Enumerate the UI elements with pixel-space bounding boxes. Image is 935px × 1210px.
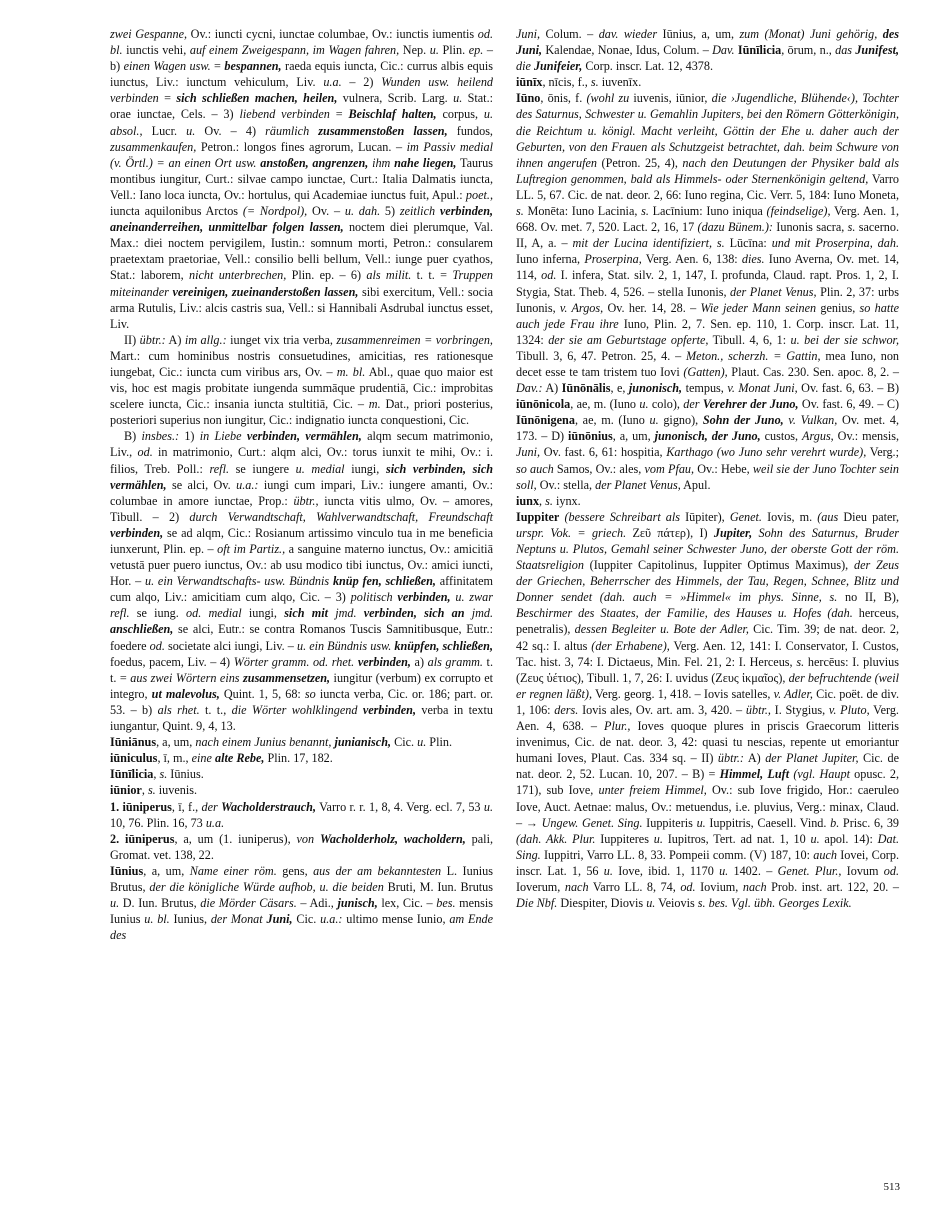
left-column-paragraph: B) insbes.: 1) in Liebe verbinden, vermählen, alqm secum matrimonio, Liv., od. in matrimonio, Curt.: alqm alci, Ov.: torus iunxit te mihi, Ov.: i. filios, Treb. Poll.: refl. se iungere u. medial iungi, sich verbinden, sich vermählen, se alci, Ov. u.a.: iungi cum impari, Liv.: iungere amanti, Ov.: columbae in amore iunctae, Prop.: übtr., iuncta vitis ulmo, Ov. – amores, Tibull. – 2) durch Verwandtschaft, Wahlverwandtschaft, Freundschaft verbinden, se ad alqm, Cic.: Rosianum artissimo vinculo tua in me beneficia iunxerunt, Plin. ep. – oft im Partiz., a sanguine materno iunctus, Ov.: amicitiā vetustā puer puero iunctus, Ov.: ab usu modico tibi iunctus, Ov.: amici iuncti, Hor. – u. ein Verwandtschafts- usw. Bündnis knüp fen, schließen, affinitatem cum alqo, Liv.: amicitiam cum alqo, Cic. – 3) politisch verbinden, u. zwar refl. se iung. od. medial iungi, sich mit jmd. verbinden, sich an jmd. anschließen, se alci, Eutr.: se contra Romanos Tuscis Samnitibusque, Eutr.: foedere od. societate alci iungi, Liv. – u. ein Bündnis usw. knüpfen, schließen, foedus, pacem, Liv. – 4) Wörter gramm. od. rhet. verbinden, a) als gramm. t. t. = aus zwei Wörtern eins zusammensetzen, iungitur (verbum) ex corrupto et integro, ut malevolus, Quint. 1, 5, 68: so iuncta verba, Cic. or. 186; part. or. 53. – b) als rhet. t. t., die Wörter wohlklingend verbinden, verba in textu iungantur, Quint. 9, 4, 13. — [110, 429, 494, 734]
right-column-paragraph: Iūno, ōnis, f. (wohl zu iuvenis, iūnior, die ›Jugendliche, Blühende‹), Tochter des Saturnus, Schwester u. Gemahlin Jupiters, bei den Römern Götterkönigin, die Reichtum u. königl. Macht verleiht, Göttin der Ehe u. daher auch der Geburten, von den Frauen als Schutzgeist betrachtet, dah. beim Schwure von ihnen angerufen (Petron. 25, 4), nach den Deutungen der Physiker bald als Luftregion genommen, bald als Himmels- oder Sternenkönigin geltend, Varro LL. 5, 67. Cic. de nat. deor. 2, 66: Iuno regina, Cic. Verr. 5, 184: Iuno Moneta, s. Monēta: Iuno Lacinia, s. Lacīnium: Iuno iniqua (feindselige), Verg. Aen. 1, 668. Ov. met. 7, 520. Lact. 2, 16, 17 (dazu Bünem.): Iunonis sacra, s. sacerno. II, A, a. – mit der Lucina identifiziert, s. Lūcīna: und mit Proserpina, dah. Iuno inferna, Proserpina, Verg. Aen. 6, 138: dies. Iuno Averna, Ov. met. 14, 114, od. I. infera, Stat. silv. 2, 1, 147, I. profunda, Claud. rapt. Pros. 1, 2, I. Stygia, Stat. Theb. 4, 526. – stella Iunonis, der Planet Venus, Plin. 2, 37: urbs Iunonis, v. Argos, Ov. her. 14, 28. – Wie jeder Mann seinen genius, so hatte auch jede Frau ihre Iuno, Plin. 2, 7. Sen. ep. 110, 1. Corp. inscr. Lat. 11, 1324: der sie am Geburtstage opferte, Tibull. 4, 6, 1: u. bei der sie schwor, Tibull. 3, 6, 47. Petron. 25, 4. – Meton., scherzh. = Gattin, mea Iuno, non decet esse te tam tristem tuo Iovi (Gatten), Plaut. Cas. 230. Sen. apoc. 8, 2. – Dav.: A) Iūnōnālis, e, junonisch, tempus, v. Monat Juni, Ov. fast. 6, 63. – B) iūnōnicola, ae, m. (Iuno u. colo), der Verehrer der Juno, Ov. fast. 6, 49. – C) Iūnōnigena, ae, m. (Iuno u. gigno), Sohn der Juno, v. Vulkan, Ov. met. 4, 173. – D) iūnōnius, a, um, junonisch, der Juno, custos, Argus, Ov.: mensis, Juni, Ov. fast. 6, 61: hospitia, Karthago (wo Juno sehr verehrt wurde), Verg.; so auch Samos, Ov.: ales, vom Pfau, Ov.: Hebe, weil sie der Juno Tochter sein soll, Ov.: stella, der Planet Venus, Apul. — [516, 91, 900, 492]
left-column-paragraph: zwei Gespanne, Ov.: iuncti cycni, iunctae columbae, Ov.: iunctis iumentis od. bl. iunctis vehi, auf einem Zweigespann, im Wagen fahren, Nep. u. Plin. ep. – b) einen Wagen usw. = bespannen, raeda equis iuncta, Cic.: currus albis equis iunctus, Liv.: iunctum vehiculum, Liv. u.a. – 2) Wunden usw. heilend verbinden = sich schließen machen, heilen, vulnera, Scrib. Larg. u. Stat.: orae iunctae, Cels. – 3) liebend verbinden = Beischlaf halten, corpus, u. absol., Lucr. u. Ov. – 4) räumlich zusammenstoßen lassen, fundos, zusammenkaufen, Petron.: longos fines agrorum, Lucan. – im Passiv medial (v. Örtl.) = an einen Ort usw. anstoßen, angrenzen, ihm nahe liegen, Taurus montibus iungitur, Curt.: silvae campo iunctae, Curt.: Italia Dalmatis iuncta, Vell.: Iano loca iuncta, Ov.: hortulus, qui Academiae iunctus fuit, Apul.: poet., iuncta aquilonibus Arctos (= Nordpol), Ov. – u. dah. 5) zeitlich verbinden, aneinanderreihen, unmittelbar folgen lassen, noctem diei plerumque, Val. Max.: diei noctem pervigilem, Iustin.: somnum morti, Petron.: consularem praetextam praetoriae, Vell.: consilio belli bellum, Vell.: iunge puer cyathos, Stat.: laborem, nicht unterbrechen, Plin. ep. – 6) als milit. t. t. = Truppen miteinander vereinigen, zueinanderstoßen lassen, sibi exercitum, Vell.: socia arma Rutulis, Liv.: alcis castris sua, Vell.: si Hannibali Asdrubal iunctus esset, Liv. — [110, 27, 494, 331]
left-column-paragraph: Iūnius, a, um, Name einer röm. gens, aus der am bekanntesten L. Iunius Brutus, der die königliche Würde aufhob, u. die beiden Bruti, M. Iun. Brutus u. D. Iun. Brutus, die Mörder Cäsars. – Adi., junisch, lex, Cic. – bes. mensis Iunius u. bl. Iunius, der Monat Juni, Cic. u.a.: ultimo mense Iunio, am Ende des — [110, 863, 494, 943]
left-column-paragraph: iūnior, s. iuvenis. — [110, 783, 198, 798]
left-column-paragraph: 2. iūniperus, a, um (1. iuniperus), von Wacholderholz, wacholdern, pali, Gromat. vet. 138, 22. — [110, 831, 493, 862]
left-column-paragraph: Iūniānus, a, um, nach einem Junius benannt, junianisch, Cic. u. Plin. — [110, 735, 452, 750]
left-column-paragraph: II) übtr.: A) im allg.: iunget vix tria verba, zusammenreimen = vorbringen, Mart.: cum hominibus nostris consuetudines, amicitias, res rationesque iungebat, Cic.: iuncta cum viribus ars, Ov. – m. bl. Abl., quae quo maior est vis, hoc est magis probitate iungenda summāque prudentiā, Cic.: improbitas scelere iuncta, Cic.: insania iuncta stultitiā, Cic. – m. Dat., priori posterius, posteriori superius non iungitur, Cic.: indignatio iuncta conquestioni, Cic. — [110, 332, 494, 428]
left-column — [110, 26, 493, 943]
right-column-paragraph: iunx, s. iynx. — [516, 493, 581, 508]
left-column-paragraph: 1. iūniperus, ī, f., der Wacholderstrauch, Varro r. r. 1, 8, 4. Verg. ecl. 7, 53 u. 10, 76. Plin. 16, 73 u.a. — [110, 799, 493, 830]
page-number: 513 — [883, 1181, 900, 1193]
left-column-paragraph: Iūnīlicia, s. Iūnius. — [110, 767, 204, 782]
right-column-paragraph: Iuppiter (bessere Schreibart als Iūpiter), Genet. Iovis, m. (aus Dieu pater, urspr. Vok. = griech. Ζεῦ πάτερ), I) Jupiter, Sohn des Saturnus, Bruder Neptuns u. Plutos, Gemahl seiner Schwester Juno, der oberste Gott der röm. Staatsreligion (Iuppiter Capitolinus, Iuppiter Optimus Maximus), der Zeus der Griechen, Beherrscher des Himmels, der Tau, Regen, Schnee, Blitz und Donner sendet (dah. auch = »Himmel« im phys. Sinne, s. no II, B), Beschirmer des Staates, der Familie, des Hauses u. Hofes (dah. herceus, penetralis), dessen Begleiter u. Bote der Adler, Cic. Tim. 39; de nat. deor. 2, 42 sq.: I. altus (der Erhabene), Verg. Aen. 12, 141: I. Conservator, I. Custos, Tac. hist. 3, 74: I. Dictaeus, Min. Fel. 21, 2: I. Herceus, s. hercēus: I. pluvius (Ζευς ὑέτιος), Tibull. 1, 7, 26: I. uvidus (Ζευς ἰκμαῖος), der befruchtende (weil er regnen läßt), Verg. georg. 1, 418. – Iovis satelles, v. Adler, Cic. poët. de div. 1, 106: ders. Iovis ales, Ov. art. am. 3, 420. – übtr., I. Stygius, v. Pluto, Verg. Aen. 4, 638. – Plur., Ioves quoque plures in priscis Graecorum litteris invenimus, Cic. de nat. deor. 3, 42: quasi tu nescias, repente ut emoriantur humani Ioves, Plaut. Cas. 334 sq. – II) übtr.: A) der Planet Jupiter, Cic. de nat. deor. 2, 52. Lucan. 10, 207. – B) = Himmel, Luft (vgl. Haupt opusc. 2, 171), sub Iove, unter freiem Himmel, Ov.: sub Iove frigido, Hor.: caeruleo Iove, Auct. Aetnae: malus, Ov.: metuendus, i.e. pluvius, Verg.: minax, Claud. – → Ungew. Genet. Sing. Iuppiteris u. Iuppitris, Caesell. Vind. b. Prisc. 6, 39 (dah. Akk. Plur. Iuppiteres u. Iupitros, Tert. ad nat. 1, 10 u. apol. 14): Dat. Sing. Iuppitri, Varro LL. 8, 33. Pompeii comm. (V) 187, 10: auch Iovei, Corp. inscr. Lat. 1, 56 u. Iove, ibid. 1, 1170 u. 1402. – Genet. Plur., Iovum od. Ioverum, nach Varro LL. 8, 74, od. Iovium, nach Prob. inst. art. 122, 20. – Die Nbf. Diespiter, Diovis u. Veiovis s. bes. Vgl. übh. Georges Lexik. — [516, 509, 900, 911]
right-column-paragraph: iūnīx, nīcis, f., s. iuvenīx. — [516, 75, 642, 90]
left-column-paragraph: iūniculus, ī, m., eine alte Rebe, Plin. 17, 182. — [110, 751, 333, 766]
right-column-paragraph: Juni, Colum. – dav. wieder Iūnius, a, um, zum (Monat) Juni gehörig, des Juni, Kalendae, Nonae, Idus, Colum. – Dav. Iūnīlicia, ōrum, n., das Junifest, die Junifeier, Corp. inscr. Lat. 12, 4378. — [516, 27, 900, 74]
right-column — [516, 26, 899, 911]
